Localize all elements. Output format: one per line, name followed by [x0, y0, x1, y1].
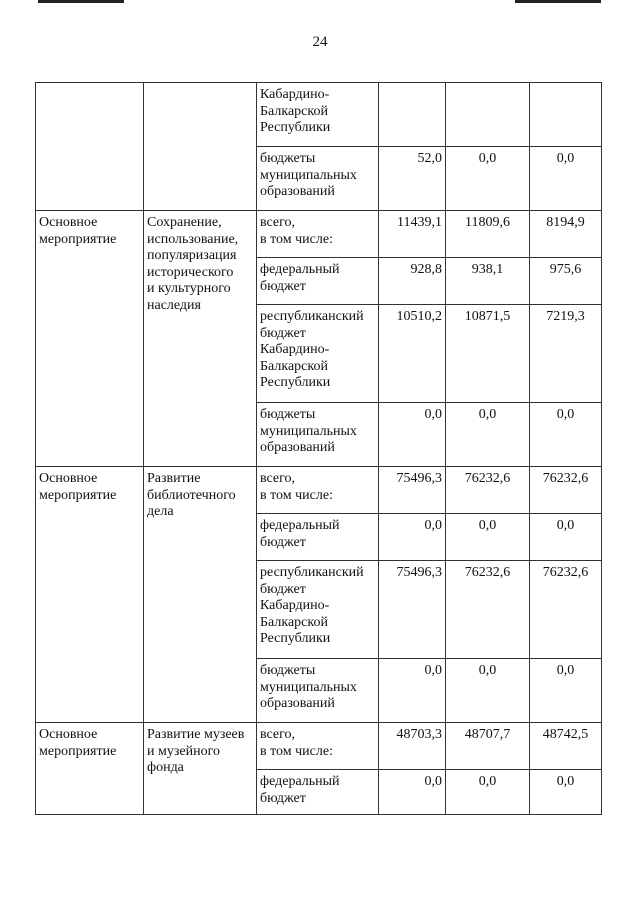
scan-mark-left [38, 0, 124, 3]
amount-cell-year-1: 10510,2 [379, 305, 446, 403]
funding-source-cell: федеральный бюджет [257, 514, 379, 561]
amount-cell-year-3: 48742,5 [530, 723, 602, 770]
amount-cell-year-2 [446, 83, 530, 147]
event-status-cell: Основное мероприятие [36, 723, 144, 815]
amount-cell-year-1: 0,0 [379, 770, 446, 815]
funding-source-cell: бюджеты муниципальных образований [257, 147, 379, 211]
funding-source-cell: бюджеты муниципальных образований [257, 403, 379, 467]
amount-cell-year-3: 0,0 [530, 147, 602, 211]
funding-source-cell: федеральный бюджет [257, 258, 379, 305]
amount-cell-year-3 [530, 83, 602, 147]
event-status-cell [36, 83, 144, 211]
amount-cell-year-2: 0,0 [446, 659, 530, 723]
funding-source-cell: всего, в том числе: [257, 723, 379, 770]
funding-source-cell: бюджеты муниципальных образований [257, 659, 379, 723]
funding-source-cell: всего, в том числе: [257, 211, 379, 258]
amount-cell-year-2: 11809,6 [446, 211, 530, 258]
amount-cell-year-2: 10871,5 [446, 305, 530, 403]
funding-source-cell: федеральный бюджет [257, 770, 379, 815]
event-name-cell: Развитие музеев и музейного фонда [144, 723, 257, 815]
funding-source-cell: Кабардино- Балкарской Республики [257, 83, 379, 147]
event-name-cell: Развитие библиотечного дела [144, 467, 257, 723]
table-row [36, 83, 602, 147]
amount-cell-year-3: 0,0 [530, 659, 602, 723]
table-row [36, 211, 602, 258]
scan-mark-right [515, 0, 601, 3]
amount-cell-year-1: 0,0 [379, 403, 446, 467]
amount-cell-year-1: 75496,3 [379, 467, 446, 514]
event-status-cell: Основное мероприятие [36, 467, 144, 723]
event-name-cell [144, 83, 257, 211]
page-number: 24 [312, 34, 328, 50]
amount-cell-year-2: 0,0 [446, 514, 530, 561]
amount-cell-year-2: 0,0 [446, 770, 530, 815]
amount-cell-year-3: 0,0 [530, 403, 602, 467]
amount-cell-year-1: 0,0 [379, 659, 446, 723]
event-name-cell: Сохранение, использование, популяризация исторического и культурного наследия [144, 211, 257, 467]
amount-cell-year-2: 0,0 [446, 403, 530, 467]
amount-cell-year-3: 76232,6 [530, 561, 602, 659]
budget-table-body [36, 83, 602, 815]
amount-cell-year-1: 928,8 [379, 258, 446, 305]
amount-cell-year-2: 76232,6 [446, 467, 530, 514]
amount-cell-year-3: 0,0 [530, 514, 602, 561]
funding-source-cell: республиканский бюджет Кабардино- Балкарской Республики [257, 305, 379, 403]
amount-cell-year-1: 11439,1 [379, 211, 446, 258]
amount-cell-year-3: 8194,9 [530, 211, 602, 258]
amount-cell-year-1: 0,0 [379, 514, 446, 561]
amount-cell-year-2: 76232,6 [446, 561, 530, 659]
amount-cell-year-2: 48707,7 [446, 723, 530, 770]
amount-cell-year-2: 0,0 [446, 147, 530, 211]
amount-cell-year-1 [379, 83, 446, 147]
amount-cell-year-1: 52,0 [379, 147, 446, 211]
funding-source-cell: республиканский бюджет Кабардино- Балкарской Республики [257, 561, 379, 659]
table-row [36, 467, 602, 514]
amount-cell-year-3: 76232,6 [530, 467, 602, 514]
amount-cell-year-3: 0,0 [530, 770, 602, 815]
amount-cell-year-1: 75496,3 [379, 561, 446, 659]
amount-cell-year-3: 7219,3 [530, 305, 602, 403]
amount-cell-year-3: 975,6 [530, 258, 602, 305]
amount-cell-year-2: 938,1 [446, 258, 530, 305]
budget-table [35, 82, 602, 815]
event-status-cell: Основное мероприятие [36, 211, 144, 467]
funding-source-cell: всего, в том числе: [257, 467, 379, 514]
amount-cell-year-1: 48703,3 [379, 723, 446, 770]
table-row [36, 723, 602, 770]
